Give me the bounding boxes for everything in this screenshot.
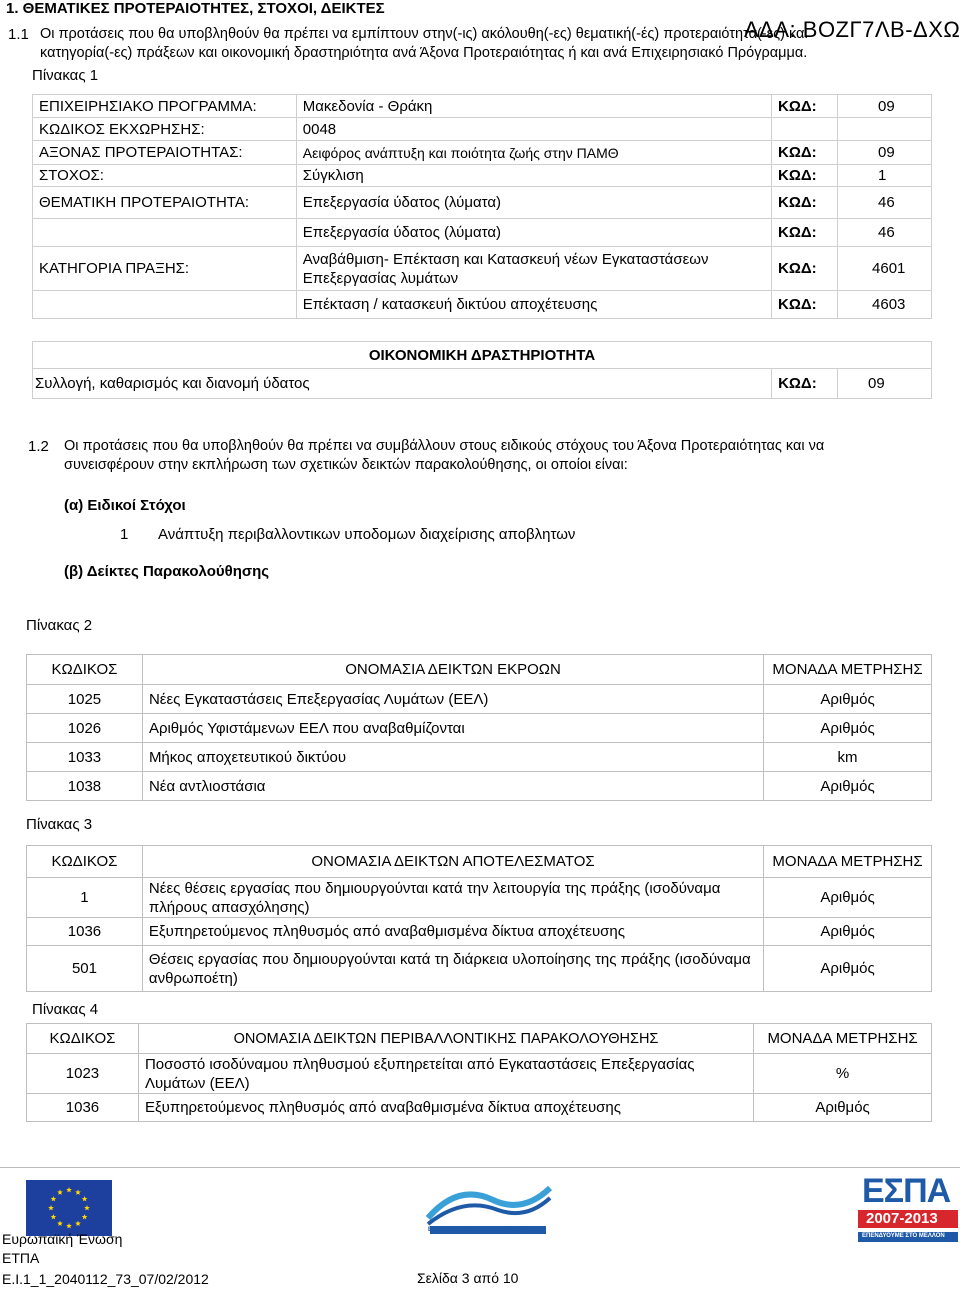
table-row — [27, 714, 932, 743]
table4-cell-unit: Αριθμός — [754, 1094, 932, 1122]
goal-value: Σύγκλιση — [296, 165, 771, 187]
table3 — [26, 845, 932, 992]
table2-cell-name: Νέες Εγκαταστάσεις Επεξεργασίας Λυμάτων (ΕΕΛ) — [142, 685, 763, 714]
section-title: 1. ΘΕΜΑΤΙΚΕΣ ΠΡΟΤΕΡΑΙΟΤΗΤΕΣ, ΣΤΟΧΟΙ, ΔΕΙΚΤΕΣ — [6, 0, 385, 17]
footer-divider — [0, 1167, 960, 1168]
table4-header-code: ΚΩΔΙΚΟΣ — [27, 1024, 139, 1054]
table4-cell-name: Ποσοστό ισοδύναμου πληθυσμού εξυπηρετείται από Εγκαταστάσεις Επεξεργασίας Λυμάτων (ΕΕΛ) — [138, 1054, 753, 1094]
axis-value: Αειφόρος ανάπτυξη και ποιότητα ζωής στην ΠΑΜΘ — [296, 141, 771, 165]
cat-label: ΚΑΤΗΓΟΡΙΑ ΠΡΑΞΗΣ: — [33, 247, 297, 291]
sec12-line-2: συνεισφέρουν στην εκπλήρωση των σχετικών δεικτών παρακολούθησης, οι οποίοι είναι: — [64, 457, 628, 473]
theme1-kod-label: ΚΩΔ: — [772, 187, 838, 219]
table2-header-unit: ΜΟΝΑΔΑ ΜΕΤΡΗΣΗΣ — [764, 655, 932, 685]
cat1-kod-label: ΚΩΔ: — [772, 247, 838, 291]
op-label: ΕΠΙΧΕΙΡΗΣΙΑΚΟ ΠΡΟΓΡΑΜΜΑ: — [33, 95, 297, 118]
table4-header-name: ΟΝΟΜΑΣΙΑ ΔΕΙΚΤΩΝ ΠΕΡΙΒΑΛΛΟΝΤΙΚΗΣ ΠΑΡΑΚΟΛΟΥΘΗΣΗΣ — [138, 1024, 753, 1054]
table2-cell-unit: km — [764, 743, 932, 772]
op-kod-label: ΚΩΔ: — [772, 95, 838, 118]
goal-item-text: Ανάπτυξη περιβαλλοντικων υποδομων διαχείρισης αποβλητων — [158, 526, 576, 543]
table1-row-theme2 — [33, 219, 932, 247]
axis-kod-label: ΚΩΔ: — [772, 141, 838, 165]
table4-caption: Πίνακας 4 — [32, 1001, 99, 1018]
table-row — [27, 685, 932, 714]
table-row — [27, 743, 932, 772]
theme2-code: 46 — [838, 219, 932, 247]
table-row — [27, 1094, 932, 1122]
table2-caption: Πίνακας 2 — [26, 617, 93, 634]
table2-header-code: ΚΩΔΙΚΟΣ — [27, 655, 143, 685]
table2-cell-name: Μήκος αποχετευτικού δικτύου — [142, 743, 763, 772]
table2-cell-name: Νέα αντλιοστάσια — [142, 772, 763, 801]
table4 — [26, 1023, 932, 1122]
ada-code: ΑΔΑ: ΒΟΖΓ7ΛΒ-ΔΧΩ — [744, 17, 960, 42]
para-num: 1.1 — [8, 26, 29, 43]
table-row — [27, 918, 932, 946]
table1-row-cat1 — [33, 247, 932, 291]
table4-cell-code: 1023 — [27, 1054, 139, 1094]
table1-row-axis — [33, 141, 932, 165]
para-line-2: κατηγορία(-ες) πράξεων και οικονομική δραστηριότητα ανά Άξονα Προτεραιότητας ή και ανά Επιχειρησιακό Πρόγραμμα. — [40, 45, 808, 61]
table2-cell-code: 1033 — [27, 743, 143, 772]
theme2-value: Επεξεργασία ύδατος (λύματα) — [296, 219, 771, 247]
erdf-label: ΕΤΠΑ — [2, 1250, 40, 1266]
specific-goals-heading: (α) Ειδικοί Στόχοι — [64, 497, 186, 514]
table3-caption: Πίνακας 3 — [26, 816, 93, 833]
table3-header-code: ΚΩΔΙΚΟΣ — [27, 846, 143, 878]
espa-logo-text: ΕΣΠΑ — [862, 1172, 951, 1210]
table3-header-unit: ΜΟΝΑΔΑ ΜΕΤΡΗΣΗΣ — [764, 846, 932, 878]
cat2-kod-label: ΚΩΔ: — [772, 291, 838, 319]
table3-cell-unit: Αριθμός — [764, 918, 932, 946]
table-row — [27, 946, 932, 992]
table3-cell-code: 1036 — [27, 918, 143, 946]
table-row — [27, 878, 932, 918]
espa-tagline: ΕΠΕΝΔΥΟΥΜΕ ΣΤΟ ΜΕΛΛΟΝ — [862, 1233, 945, 1239]
table2-cell-code: 1026 — [27, 714, 143, 743]
table3-cell-code: 1 — [27, 878, 143, 918]
table2-cell-name: Αριθμός Υφιστάμενων ΕΕΛ που αναβαθμίζονται — [142, 714, 763, 743]
table2-cell-unit: Αριθμός — [764, 685, 932, 714]
theme-label: ΘΕΜΑΤΙΚΗ ΠΡΟΤΕΡΑΙΟΤΗΤΑ: — [33, 187, 297, 219]
table4-cell-unit: % — [754, 1054, 932, 1094]
table1-row-cat2 — [33, 291, 932, 319]
ekx-label: ΚΩΔΙΚΟΣ ΕΚΧΩΡΗΣΗΣ: — [33, 118, 297, 141]
table2 — [26, 654, 932, 801]
table-row — [27, 1054, 932, 1094]
table3-header — [27, 846, 932, 878]
page-number: Σελίδα 3 από 10 — [417, 1270, 519, 1286]
econ-code: 09 — [838, 369, 932, 399]
table3-header-name: ΟΝΟΜΑΣΙΑ ΔΕΙΚΤΩΝ ΑΠΟΤΕΛΕΣΜΑΤΟΣ — [142, 846, 763, 878]
table1-row-theme1 — [33, 187, 932, 219]
table3-cell-name: Θέσεις εργασίας που δημιουργούνται κατά τη διάρκεια υλοποίησης της πράξης (ισοδύναμα ανθρωποέτη) — [142, 946, 763, 992]
theme1-value: Επεξεργασία ύδατος (λύματα) — [296, 187, 771, 219]
op-value: Μακεδονία - Θράκη — [296, 95, 771, 118]
cat1-value: Αναβάθμιση- Επέκταση και Κατασκευή νέων Εγκαταστάσεων Επεξεργασίας λυμάτων — [296, 247, 771, 291]
axis-code: 09 — [838, 141, 932, 165]
table1-row-ekx — [33, 118, 932, 141]
para-line-1: Οι προτάσεις που θα υποβληθούν θα πρέπει να εμπίπτουν στην(-ις) ακόλουθη(-ες) θεματική(-ές) προτεραιότητα(-ες) και — [40, 26, 808, 42]
table3-cell-unit: Αριθμός — [764, 878, 932, 918]
table1-row-goal — [33, 165, 932, 187]
table4-header — [27, 1024, 932, 1054]
theme2-kod-label: ΚΩΔ: — [772, 219, 838, 247]
goal-label: ΣΤΟΧΟΣ: — [33, 165, 297, 187]
table2-cell-code: 1038 — [27, 772, 143, 801]
espa-years: 2007-2013 — [866, 1210, 938, 1227]
managing-authority-text: ΕΝΔΙΑΜΕΣΗ ΔΙΑΧΕΙΡΙΣΤΙΚΗ ΑΡΧΗ — [428, 1227, 527, 1233]
table3-cell-code: 501 — [27, 946, 143, 992]
indicators-heading: (β) Δείκτες Παρακολούθησης — [64, 563, 270, 580]
goal-kod-label: ΚΩΔ: — [772, 165, 838, 187]
cat2-value: Επέκταση / κατασκευή δικτύου αποχέτευσης — [296, 291, 771, 319]
table3-cell-name: Νέες θέσεις εργασίας που δημιουργούνται κατά την λειτουργία της πράξης (ισοδύναμα πλήρους απασχόλησης) — [142, 878, 763, 918]
econ-table — [32, 341, 932, 399]
cat2-code: 4603 — [838, 291, 932, 319]
table4-cell-code: 1036 — [27, 1094, 139, 1122]
doc-code: Ε.Ι.1_1_2040112_73_07/02/2012 — [2, 1271, 209, 1287]
sec12-num: 1.2 — [28, 438, 49, 455]
eu-flag-icon — [26, 1180, 112, 1236]
goal-item-num: 1 — [120, 526, 129, 543]
theme1-code: 46 — [838, 187, 932, 219]
table3-cell-unit: Αριθμός — [764, 946, 932, 992]
cat1-code: 4601 — [838, 247, 932, 291]
table2-cell-unit: Αριθμός — [764, 714, 932, 743]
table4-header-unit: ΜΟΝΑΔΑ ΜΕΤΡΗΣΗΣ — [754, 1024, 932, 1054]
table1-caption: Πίνακας 1 — [32, 67, 99, 84]
econ-title: ΟΙΚΟΝΟΜΙΚΗ ΔΡΑΣΤΗΡΙΟΤΗΤΑ — [33, 342, 932, 369]
table2-cell-code: 1025 — [27, 685, 143, 714]
econ-value: Συλλογή, καθαρισμός και διανομή ύδατος — [33, 369, 772, 399]
table1-row-op — [33, 95, 932, 118]
goal-code: 1 — [838, 165, 932, 187]
eu-label: Ευρωπαϊκή Ένωση — [2, 1231, 123, 1247]
table-row — [27, 772, 932, 801]
axis-label: ΑΞΟΝΑΣ ΠΡΟΤΕΡΑΙΟΤΗΤΑΣ: — [33, 141, 297, 165]
econ-kod-label: ΚΩΔ: — [772, 369, 838, 399]
table3-cell-name: Εξυπηρετούμενος πληθυσμός από αναβαθμισμένα δίκτυα αποχέτευσης — [142, 918, 763, 946]
op-code: 09 — [838, 95, 932, 118]
table4-cell-name: Εξυπηρετούμενος πληθυσμός από αναβαθμισμένα δίκτυα αποχέτευσης — [138, 1094, 753, 1122]
table2-cell-unit: Αριθμός — [764, 772, 932, 801]
sec12-line-1: Οι προτάσεις που θα υποβληθούν θα πρέπει να συμβάλλουν στους ειδικούς στόχους του Άξονα Προτεραιότητας και να — [64, 438, 825, 454]
ekx-value: 0048 — [296, 118, 771, 141]
table1 — [32, 94, 932, 319]
table2-header — [27, 655, 932, 685]
table2-header-name: ΟΝΟΜΑΣΙΑ ΔΕΙΚΤΩΝ ΕΚΡΟΩΝ — [142, 655, 763, 685]
